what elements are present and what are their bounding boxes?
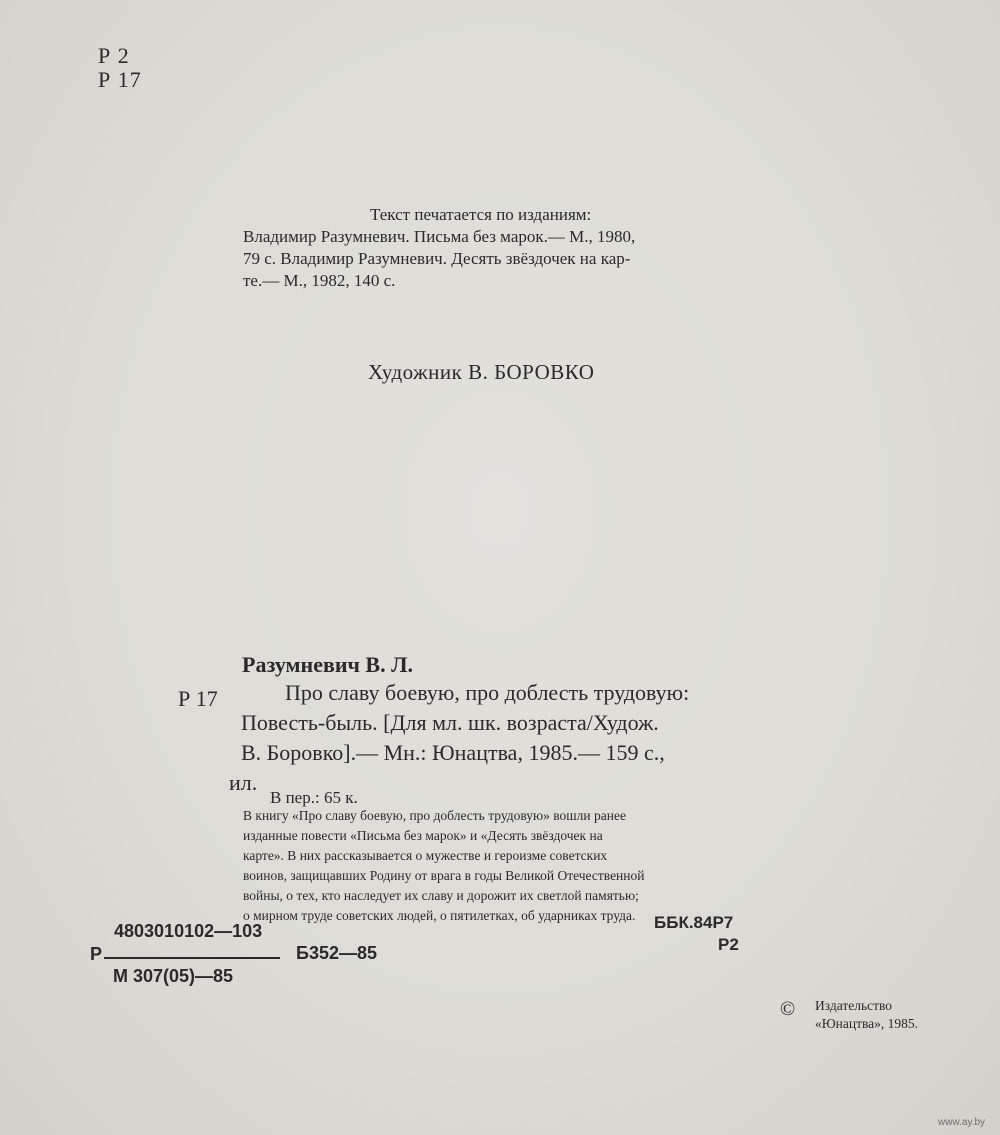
catalog-description-line: Повесть-быль. [Для мл. шк. возраста/Худож. [241,710,659,735]
watermark: www.ay.by [938,1117,986,1128]
imprint-code-b: Б352—85 [296,943,377,963]
annotation-line: войны, о тех, кто наследует их славу и дорожит их светлой памятью; [243,888,639,903]
annotation-line: о мирном труде советских людей, о пятилетках, об ударниках труда. [243,908,636,923]
catalog-code: Р 17 [178,686,218,711]
source-note-line: те.— М., 1982, 140 с. [243,271,396,290]
copyright-icon: © [780,998,796,1020]
catalog-annotation [243,806,644,926]
publisher-line: «Юнацтва», 1985. [815,1016,919,1031]
source-note-line: Текст печатается по изданиям: [370,205,592,224]
udk-line: Р 2 [98,43,130,68]
annotation-line: карте». В них рассказывается о мужестве и героизме советских [243,848,608,863]
catalog-price: В пер.: 65 к. [270,788,358,807]
annotation-line: воинов, защищавших Родину от врага в годы Великой Отечественной [243,868,645,883]
imprint-fraction-letter: Р [90,944,103,964]
catalog-description-line: ил. [229,770,258,795]
source-note-line: 79 с. Владимир Разумневич. Десять звёздочек на кар- [243,249,631,268]
catalog-description-line: В. Боровко].— Мн.: Юнацтва, 1985.— 159 с., [241,740,665,765]
udk-line: Р 17 [98,67,142,92]
imprint-denominator: М 307(05)—85 [113,966,234,986]
publisher-line: Издательство [815,998,893,1013]
catalog-description [229,678,690,798]
source-note [243,204,635,292]
imprint-fraction-line [104,957,280,959]
annotation-line: изданные повести «Письма без марок» и «Десять звёздочек на [243,828,603,843]
imprint-numerator: 4803010102—103 [114,921,263,941]
catalog-author: Разумневич В. Л. [242,652,413,677]
bbk-line: ББК.84Р7 [654,913,734,932]
annotation-line: В книгу «Про славу боевую, про доблесть трудовую» вошли ранее [243,808,626,823]
source-note-line: Владимир Разумневич. Письма без марок.— М., 1980, [243,227,636,246]
bbk-line: Р2 [718,935,739,954]
bbk-code [654,912,739,956]
catalog-description-line: Про славу боевую, про доблесть трудовую: [285,680,690,705]
publisher-copyright [815,997,918,1033]
udk-codes [98,44,142,92]
artist-credit: Художник В. БОРОВКО [368,360,595,384]
